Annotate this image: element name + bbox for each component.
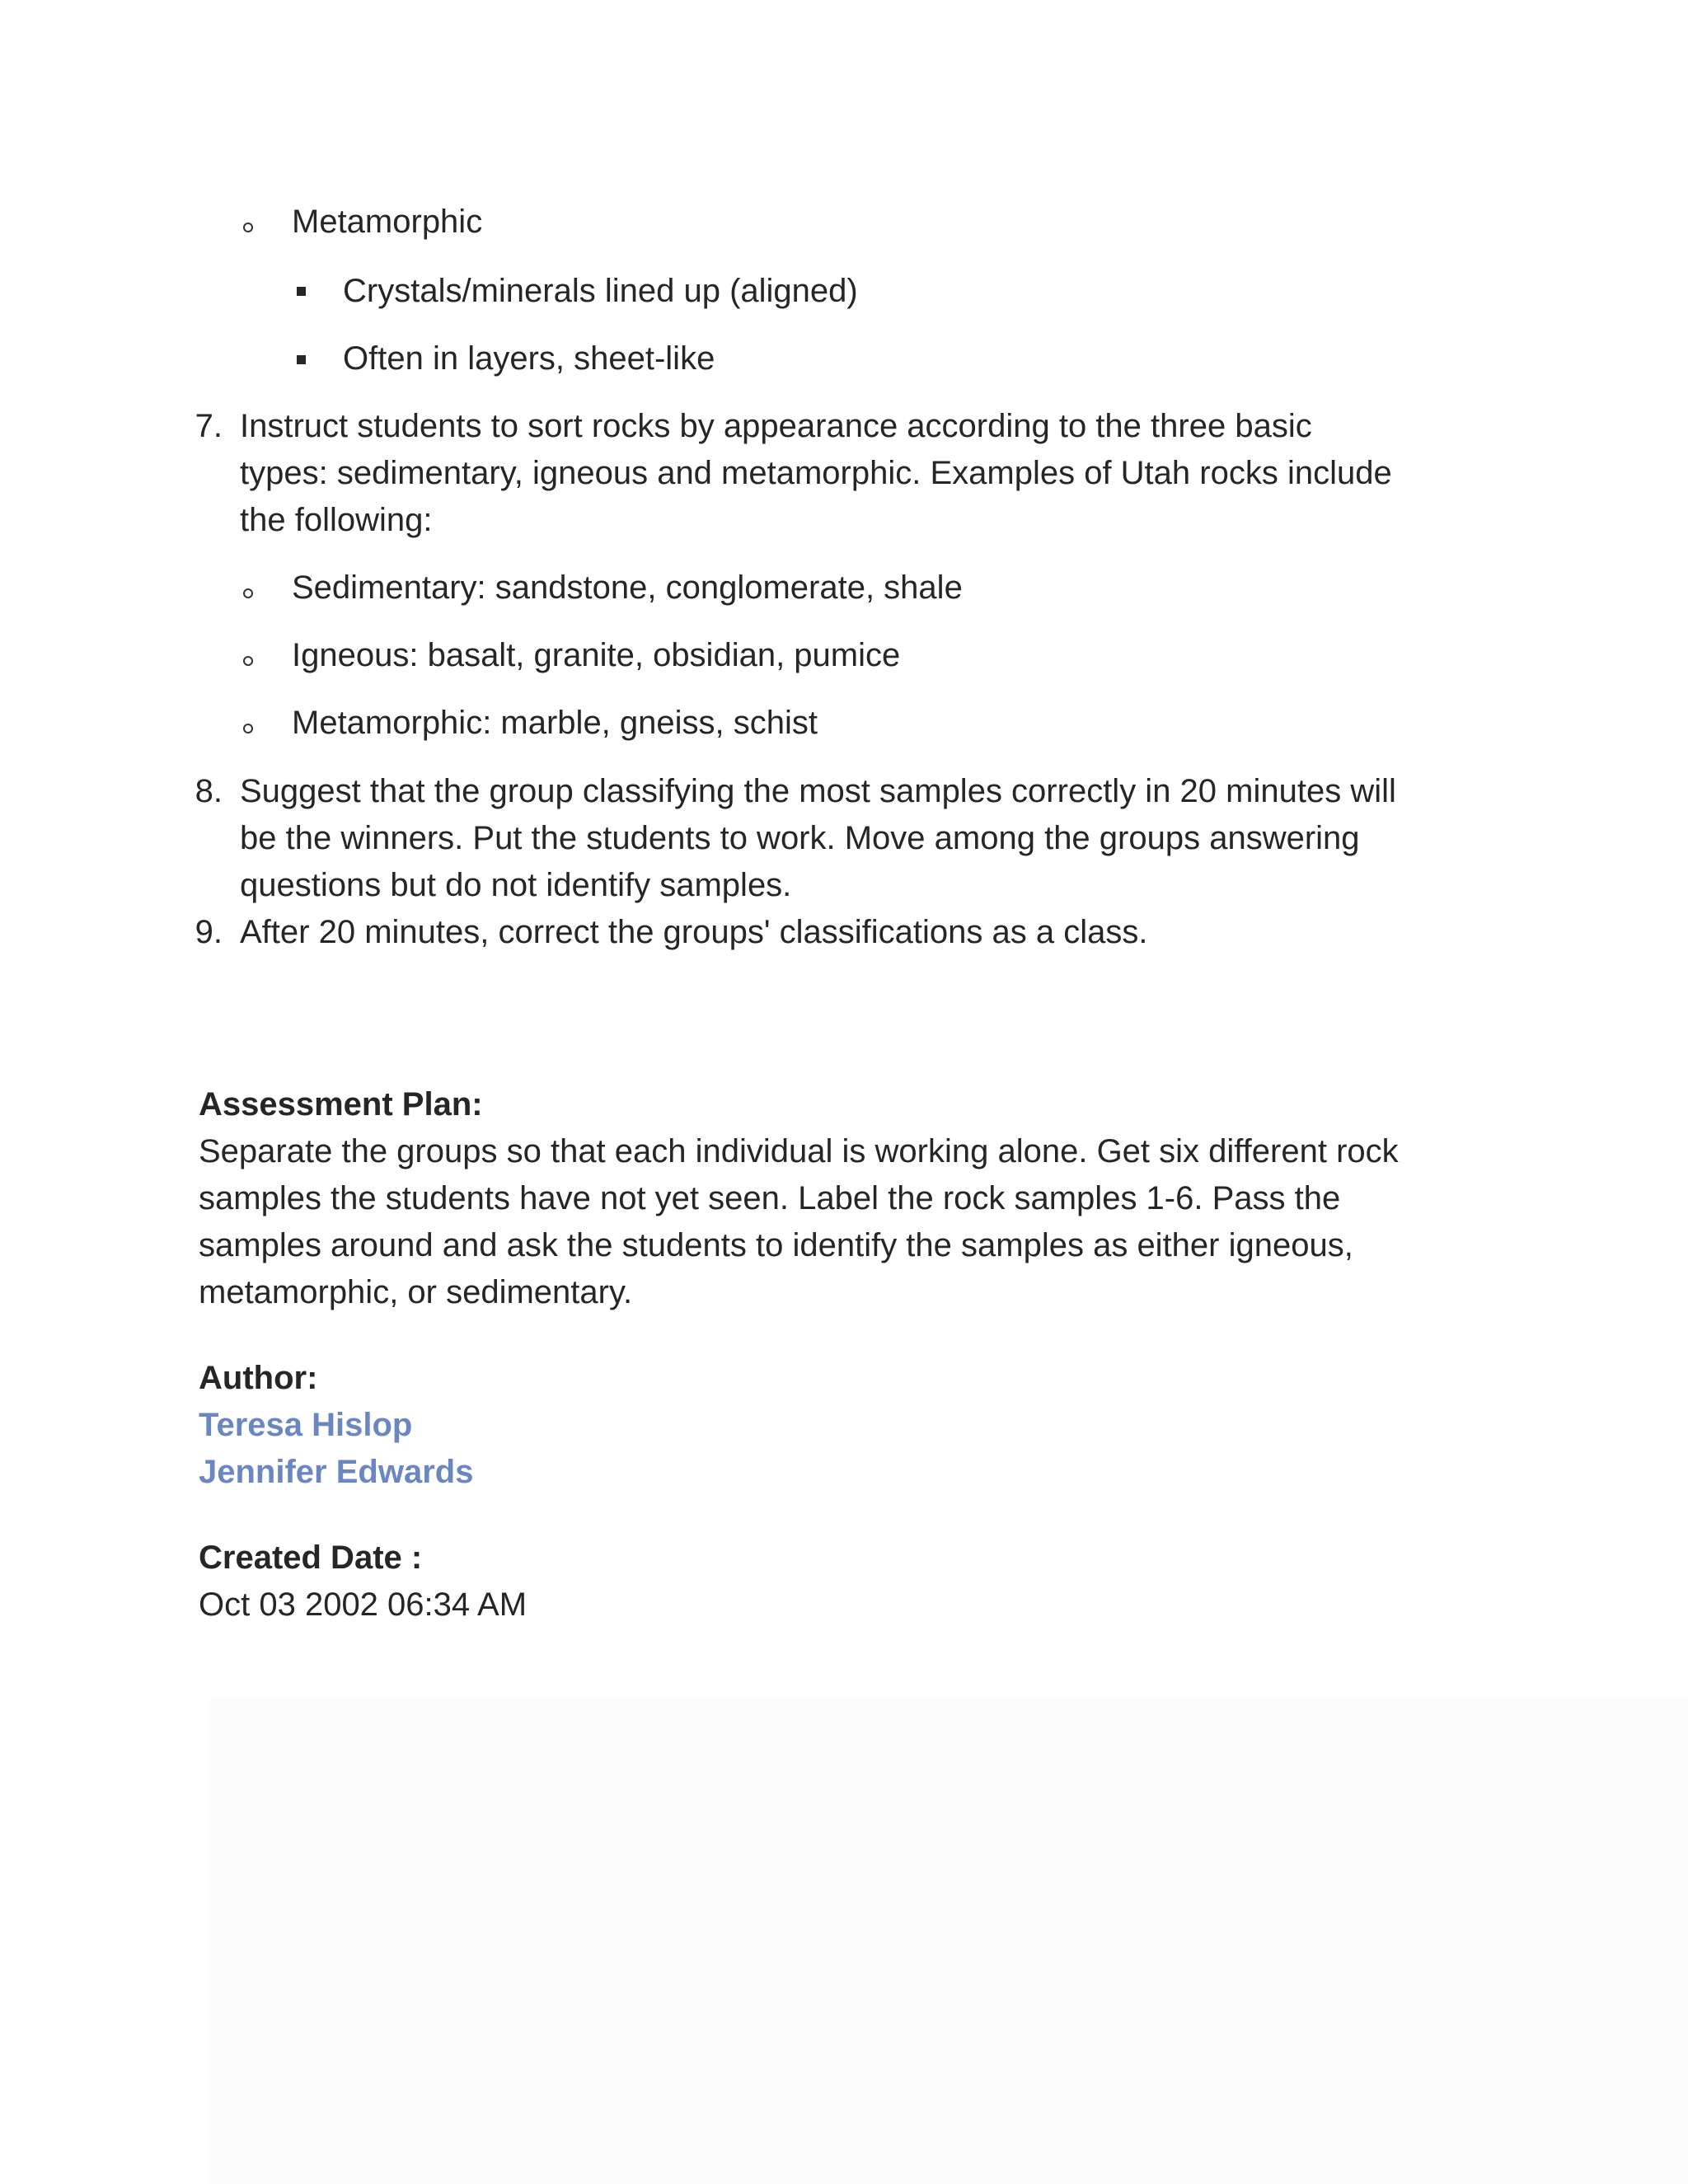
rock-example-sedimentary: Sedimentary: sandstone, conglomerate, shale	[292, 569, 963, 606]
assessment-heading: Assessment Plan:	[199, 1086, 483, 1122]
step-7-line-3: the following:	[240, 502, 433, 538]
created-date-value: Oct 03 2002 06:34 AM	[199, 1586, 528, 1623]
circle-bullet-icon	[243, 724, 253, 733]
step-7-line-2: types: sedimentary, igneous and metamorphic. Examples of Utah rocks include	[240, 455, 1392, 491]
step-number: 9.	[195, 914, 223, 950]
assessment-line-1: Separate the groups so that each individual is working alone. Get six different rock	[199, 1133, 1399, 1169]
circle-bullet-icon	[243, 588, 253, 598]
step-8-line-1: Suggest that the group classifying the most samples correctly in 20 minutes will	[240, 773, 1396, 809]
list-item-metamorphic: Metamorphic	[292, 204, 483, 240]
assessment-line-2: samples the students have not yet seen. Label the rock samples 1-6. Pass the	[199, 1180, 1341, 1216]
step-number: 8.	[195, 773, 223, 809]
circle-bullet-icon	[243, 223, 253, 232]
circle-bullet-icon	[243, 656, 253, 666]
step-8-line-3: questions but do not identify samples.	[240, 867, 792, 903]
step-8-line-2: be the winners. Put the students to work. Move among the groups answering	[240, 820, 1360, 856]
page-shade	[209, 1698, 1688, 2184]
assessment-line-3: samples around and ask the students to identify the samples as either igneous,	[199, 1227, 1353, 1263]
square-bullet-icon	[297, 355, 306, 364]
author-link[interactable]: Jennifer Edwards	[199, 1454, 474, 1490]
rock-example-igneous: Igneous: basalt, granite, obsidian, pumice	[292, 637, 901, 673]
created-date-heading: Created Date :	[199, 1540, 423, 1576]
rock-example-metamorphic: Metamorphic: marble, gneiss, schist	[292, 705, 818, 741]
square-bullet-icon	[297, 287, 306, 296]
author-heading: Author:	[199, 1360, 318, 1396]
step-number: 7.	[195, 408, 223, 444]
step-9-line-1: After 20 minutes, correct the groups' classifications as a class.	[240, 914, 1148, 950]
step-7-line-1: Instruct students to sort rocks by appearance according to the three basic	[240, 408, 1312, 444]
assessment-line-4: metamorphic, or sedimentary.	[199, 1274, 633, 1310]
list-subitem: Crystals/minerals lined up (aligned)	[343, 273, 858, 309]
author-link[interactable]: Teresa Hislop	[199, 1407, 413, 1443]
list-subitem: Often in layers, sheet-like	[343, 340, 715, 377]
